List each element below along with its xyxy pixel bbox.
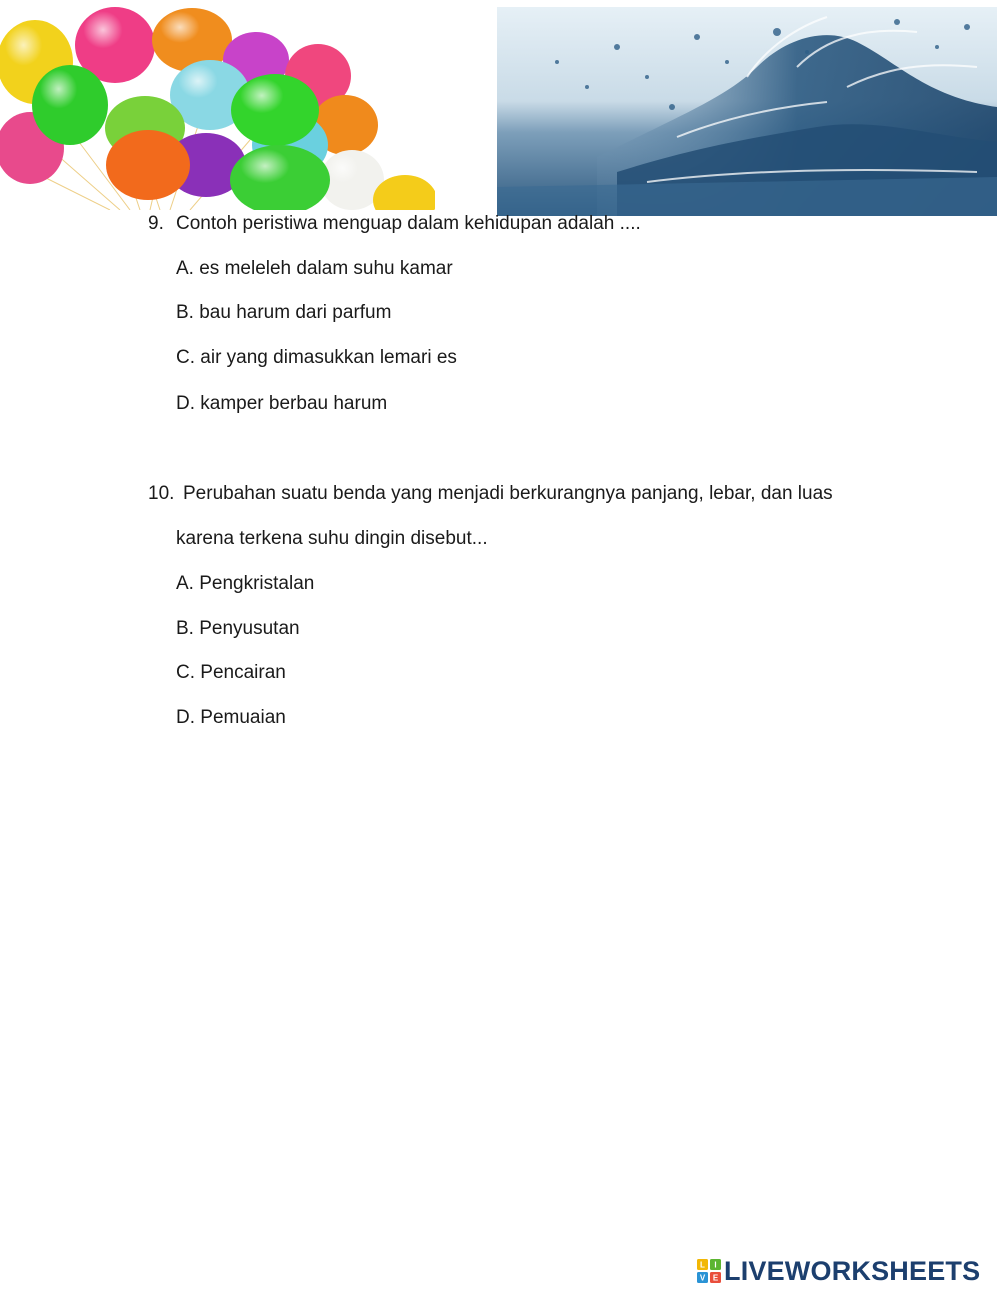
option-d[interactable]: D. Pemuaian <box>176 707 286 728</box>
question-number: 10. <box>148 483 175 504</box>
liveworksheets-logo-icon <box>697 1259 721 1283</box>
logo-text: LIVEWORKSHEETS <box>724 1255 981 1286</box>
logo-mark-letter: V <box>699 1273 706 1283</box>
question-text-continued: karena terkena suhu dingin disebut... <box>176 528 488 549</box>
option-b[interactable]: B. bau harum dari parfum <box>176 302 392 323</box>
logo-mark-letter: L <box>700 1260 705 1270</box>
option-d[interactable]: D. kamper berbau harum <box>176 393 388 414</box>
question-number: 9. <box>148 213 164 234</box>
option-c[interactable]: C. air yang dimasukkan lemari es <box>176 347 457 368</box>
question-text: Contoh peristiwa menguap dalam kehidupan adalah .... <box>176 213 641 234</box>
option-c[interactable]: C. Pencairan <box>176 662 286 683</box>
option-b[interactable]: B. Penyusutan <box>176 618 300 639</box>
option-a[interactable]: A. Pengkristalan <box>176 573 315 594</box>
logo-mark-letter: I <box>714 1260 717 1270</box>
question-text: Perubahan suatu benda yang menjadi berkurangnya panjang, lebar, dan luas <box>183 483 833 504</box>
water-splash-image <box>497 7 997 216</box>
option-a[interactable]: A. es meleleh dalam suhu kamar <box>176 258 453 279</box>
balloons-image <box>0 0 435 210</box>
liveworksheets-logo[interactable] <box>697 1257 980 1285</box>
logo-mark-letter: E <box>712 1273 719 1283</box>
